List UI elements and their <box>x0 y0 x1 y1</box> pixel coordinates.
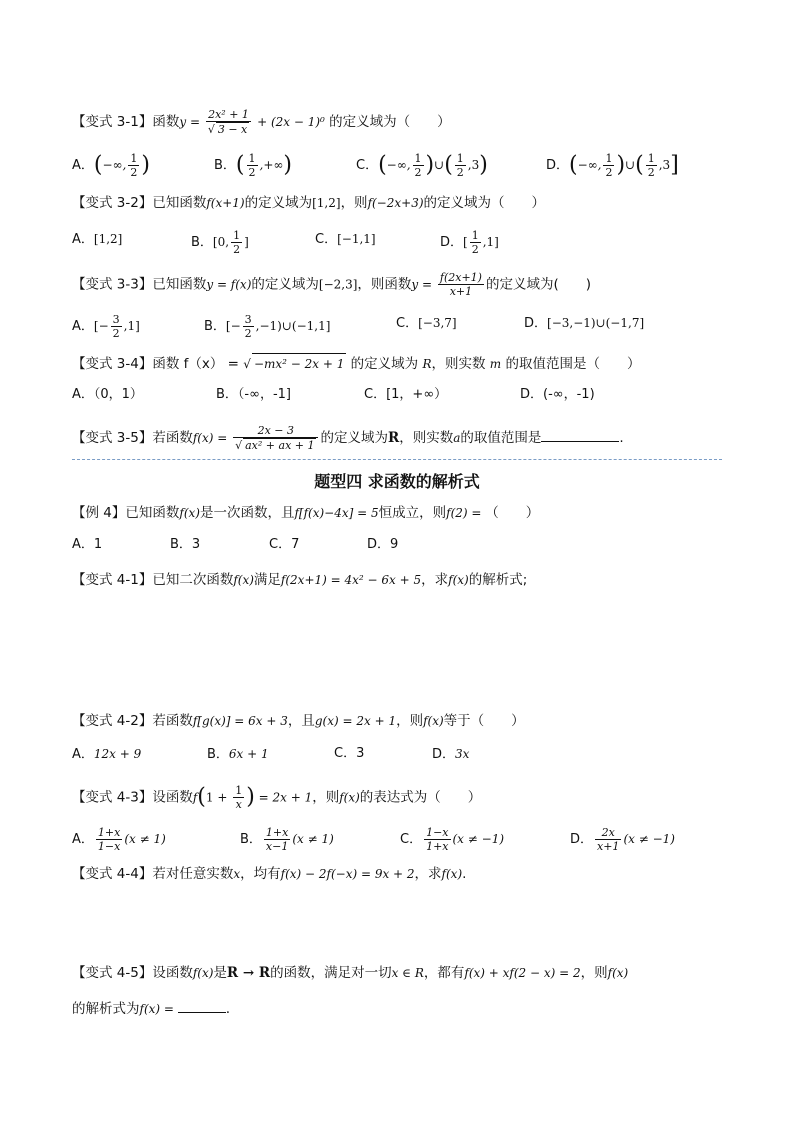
q4-3-option-b[interactable]: B． $\frac{1+x}{x-1}$ (x ≠ 1) <box>240 826 334 853</box>
q3-1-stem: 【变式 3-1】函数y = $\frac{\text{2x² + 1}}{√ 3 - x}$ + (2x − 1)⁰ 的定义域为（ ） <box>72 108 451 136</box>
q3-2-option-d[interactable]: D．[ $\frac{1}{2}$ ,1] <box>440 229 499 256</box>
q3-2-option-a[interactable]: A．[1,2] <box>72 232 123 247</box>
q4-2-option-c[interactable]: C．3 <box>334 746 365 761</box>
q3-1-tag: 【变式 3-1】 <box>72 114 153 130</box>
q4-2-option-d[interactable]: D．3x <box>432 747 470 762</box>
example-4-options <box>72 535 732 559</box>
example-4-option-c[interactable]: C．7 <box>269 537 300 552</box>
example-4-stem: 【例 4】已知函数f(x)是一次函数，且f[f(x)−4x] = 5恒成立，则f(2) = （ ） <box>72 505 540 521</box>
q4-2-option-a[interactable]: A．12x + 9 <box>72 747 142 762</box>
q3-1-option-a[interactable]: A．(−∞, $\frac{1}{2}$ ) <box>72 152 150 179</box>
q4-3-options <box>72 826 732 853</box>
q4-2-options <box>72 744 732 768</box>
example-4-option-d[interactable]: D．9 <box>367 537 399 552</box>
q4-2-option-b[interactable]: B．6x + 1 <box>207 747 269 762</box>
q3-5-stem: 【变式 3-5】若函数f(x) = $\frac{2x - 3}{\text{√ ax² + ax + 1}}$ 的定义域为R，则实数a的取值范围是 . <box>72 424 624 452</box>
q3-3-option-d[interactable]: D．[−3,−1)∪(−1,7] <box>524 316 645 331</box>
q3-4-option-b[interactable]: B．（-∞，-1] <box>216 387 291 402</box>
q3-1-fraction: $\frac{\text{2x² + 1}}{√ 3 - x}$ <box>206 108 251 136</box>
q4-1-stem: 【变式 4-1】已知二次函数f(x)满足f(2x+1) = 4x² − 6x + 5，求f(x)的解析式; <box>72 572 528 588</box>
q3-1-option-b[interactable]: B．( $\frac{1}{2}$ ,+∞) <box>214 152 292 179</box>
q4-3-stem: 【变式 4-3】设函数f(1 + $\frac{1}{x}$ ) = 2x + 1，则f(x)的表达式为（ ） <box>72 784 482 811</box>
q3-4-option-d[interactable]: D．(-∞，-1) <box>520 387 595 402</box>
section-heading: 题型四 求函数的解析式 <box>314 472 480 491</box>
q3-2-options <box>72 229 732 256</box>
q3-2-stem: 【变式 3-2】已知函数f(x+1)的定义域为[1,2]，则f(−2x+3)的定义域为（ ） <box>72 195 546 211</box>
q3-1-option-c[interactable]: C．(−∞, $\frac{1}{2}$ )∪( $\frac{1}{2}$ ,3) <box>356 152 488 179</box>
q3-5-answer-blank[interactable] <box>541 427 619 442</box>
q4-4-stem: 【变式 4-4】若对任意实数x，均有f(x) − 2f(−x) = 9x + 2，求f(x). <box>72 866 467 882</box>
q3-4-option-a[interactable]: A．（0，1） <box>72 387 143 402</box>
q4-2-stem: 【变式 4-2】若函数f[g(x)] = 6x + 3，且g(x) = 2x + 1，则f(x)等于（ ） <box>72 713 525 729</box>
q4-3-option-c[interactable]: C． $\frac{1-x}{1+x}$ (x ≠ −1) <box>400 826 505 853</box>
section-divider <box>72 459 722 460</box>
q3-1-options <box>72 152 732 179</box>
example-4-option-b[interactable]: B．3 <box>170 537 201 552</box>
q3-3-options <box>72 313 732 340</box>
q3-2-option-c[interactable]: C．[−1,1] <box>315 232 376 247</box>
q3-1-option-d[interactable]: D．(−∞, $\frac{1}{2}$ )∪( $\frac{1}{2}$ ,3] <box>546 152 679 179</box>
q3-3-option-a[interactable]: A．[− $\frac{3}{2}$ ,1] <box>72 313 140 340</box>
example-4-option-a[interactable]: A．1 <box>72 537 103 552</box>
q3-3-option-c[interactable]: C．[−3,7] <box>396 316 457 331</box>
q3-4-option-c[interactable]: C．[1，+∞） <box>364 387 448 402</box>
q4-3-option-d[interactable]: D． $\frac{2x}{x+1}$ (x ≠ −1) <box>570 826 675 853</box>
q4-5-stem-line1: 【变式 4-5】设函数f(x)是R → R的函数，满足对一切x ∈ R，都有f(x) + xf(2 − x) = 2，则f(x) <box>72 965 629 981</box>
q4-5-stem-line2: 的解析式为f(x) = . <box>72 998 230 1019</box>
q4-5-answer-blank[interactable] <box>178 998 226 1013</box>
q4-3-option-a[interactable]: A． $\frac{1+x}{1-x}$ (x ≠ 1) <box>72 826 166 853</box>
q3-4-options <box>72 385 732 409</box>
q3-2-option-b[interactable]: B．[0, $\frac{1}{2}$ ] <box>191 229 249 256</box>
q3-3-option-b[interactable]: B．[− $\frac{3}{2}$ ,−1)∪(−1,1] <box>204 313 331 340</box>
q3-4-stem: 【变式 3-4】函数 f（x） = √ −mx² − 2x + 1 的定义域为 R，则实数 m 的取值范围是（ ） <box>72 353 640 374</box>
q3-3-stem: 【变式 3-3】已知函数y = f(x)的定义域为[−2,3]，则函数y = $\frac{f(2x+1)}{x+1}$ 的定义域为( ) <box>72 271 591 298</box>
